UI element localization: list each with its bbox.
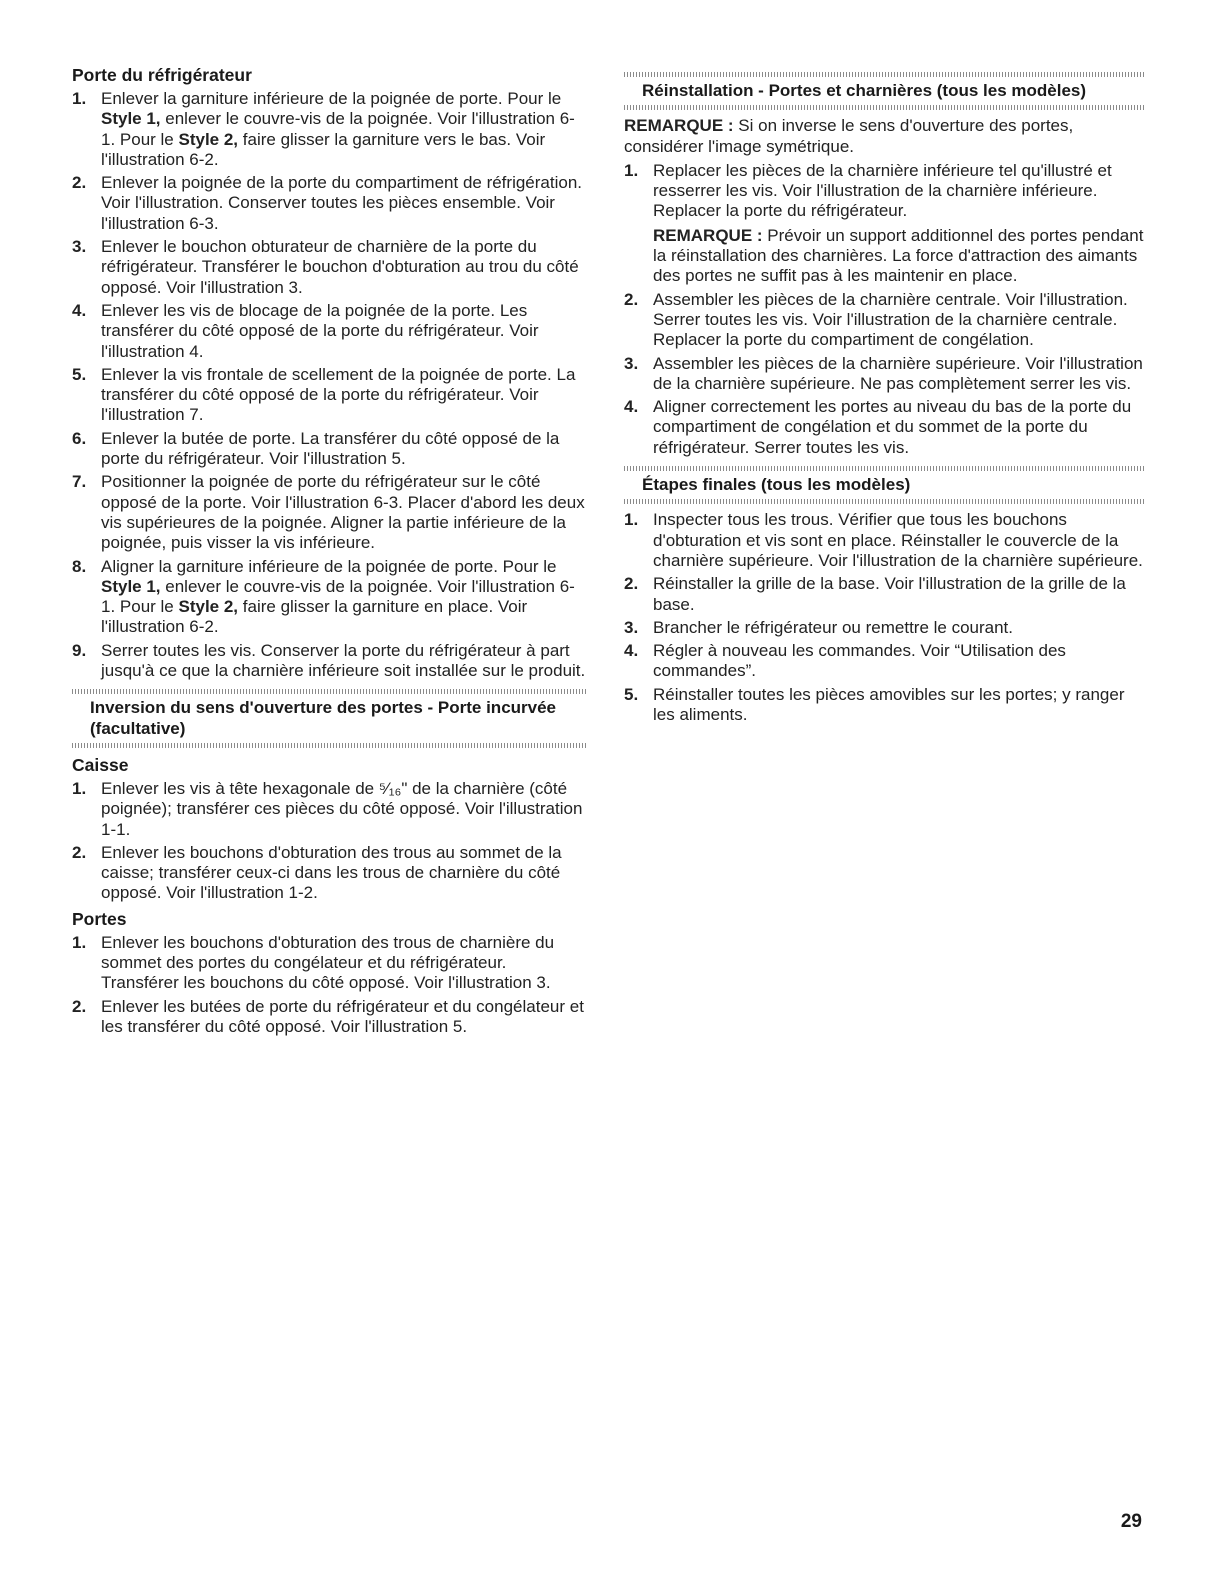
style-label: Style 2, [178,129,239,149]
list-item [72,641,586,682]
step-text: Enlever la garniture inférieure de la poignée de porte. Pour le [101,89,562,108]
list-item [72,843,586,904]
step-text: faire glisser la garniture vers le bas. Voir l'illustration 6-2. [101,129,546,169]
list-item [72,997,586,1038]
step-text: Enlever les vis de blocage de la poignée de la porte. Les transférer du côté opposé de la porte du réfrigérateur. Voir l'illustration 4. [101,300,539,361]
step-number: 1. [72,778,87,798]
step-text: Enlever les vis à tête hexagonale de ⁵⁄₁₆" de la charnière (côté poignée); transférer ces pièces du côté opposé. Voir l'illustration 1-1. [101,778,583,839]
step-text: Positionner la poignée de porte du réfrigérateur sur le côté opposé de la porte. Voir l'illustration 6-3. Placer d'abord les deux vis supérieures de la poignée. Aligner la partie inférieure de la poignée, puis visser la vis inférieure. [101,472,585,553]
step-text: Enlever la vis frontale de scellement de la poignée de porte. La transférer du côté opposé de la porte du réfrigérateur. Voir l'illustration 7. [101,364,576,425]
step-text: Réinstaller toutes les pièces amovibles sur les portes; y ranger les aliments. [653,684,1125,725]
style-label: Style 2, [178,597,239,617]
section-title-porte-refrigerateur: Porte du réfrigérateur [72,65,252,85]
step-text: Enlever les bouchons d'obturation des trous de charnière du sommet des portes du congélateur et du réfrigérateur. Transférer les bouchons du côté opposé. Voir l'illustration 3. [101,932,555,993]
step-text: Brancher le réfrigérateur ou remettre le courant. [653,617,1014,637]
left-column [72,64,586,1040]
list-item [72,933,586,994]
step-number: 5. [72,364,87,384]
step-text: Aligner la garniture inférieure de la poignée de porte. Pour le [101,556,557,576]
step-text: Réinstaller la grille de la base. Voir l'illustration de la grille de la base. [653,574,1126,614]
step-number: 1. [72,932,87,952]
step-text: Enlever la poignée de la porte du compartiment de réfrigération. Voir l'illustration. Conserver toutes les pièces ensemble. Voir l'illustration 6-3. [101,173,583,233]
list-item [624,618,1146,638]
steps-porte-refrigerateur [72,89,586,681]
step-number: 9. [72,640,87,660]
steps-caisse [72,779,586,904]
note-label: REMARQUE : [653,225,763,245]
step-text: Assembler les pièces de la charnière supérieure. Voir l'illustration de la charnière supérieure. Ne pas complètement serrer les vis. [653,353,1143,393]
dotted-divider [72,743,586,748]
step-text: Replacer les pièces de la charnière inférieure tel qu'illustré et resserrer les vis. Voir l'illustration de la charnière inférieure. Replacer la porte du réfrigérateur. [653,160,1112,221]
list-item [72,237,586,298]
section-banner-etapes-finales [624,466,1146,504]
step-text: Aligner correctement les portes au niveau du bas de la porte du compartiment de congélation et du sommet de la porte du réfrigérateur. Serrer toutes les vis. [653,397,1132,457]
step-text: Assembler les pièces de la charnière centrale. Voir l'illustration. Serrer toutes les vis. Voir l'illustration de la charnière centrale. Replacer la porte du compartiment de congélation. [653,289,1128,350]
section-banner-inversion [72,689,586,748]
step-text: enlever le couvre-vis de la poignée. Voir l'illustration 6-1. Pour le [101,109,575,149]
step-text: Régler à nouveau les commandes. Voir “Utilisation des commandes”. [653,641,1066,681]
list-item [624,574,1146,615]
step-text: Enlever les butées de porte du réfrigérateur et du congélateur et les transférer du côté opposé. Voir l'illustration 5. [101,996,584,1036]
step-number: 4. [624,641,639,661]
banner-title: Étapes finales (tous les modèles) [642,475,911,495]
step-text: Enlever les bouchons d'obturation des trous au sommet de la caisse; transférer ceux-ci dans les trous de charnière du côté opposé. Voir l'illustration 1-2. [101,842,562,903]
list-item [72,173,586,234]
list-item [72,301,586,362]
step-number: 3. [624,617,639,637]
step-text: enlever le couvre-vis de la poignée. Voir l'illustration 6-1. Pour le [101,576,575,617]
list-item [72,557,586,638]
style-label: Style 1, [101,109,161,129]
right-column [624,64,1146,728]
step-text: Enlever la butée de porte. La transférer du côté opposé de la porte du réfrigérateur. Voir l'illustration 5. [101,428,560,469]
remark-paragraph [624,116,1146,157]
step-number: 7. [72,472,87,492]
step-number: 2. [72,173,87,193]
list-item [624,685,1146,726]
note-text: Prévoir un support additionnel des portes pendant la réinstallation des charnières. La force d'attraction des aimants des portes ne suffit pas à les maintenir en place. [653,225,1144,286]
dotted-divider [624,105,1146,110]
list-item [624,510,1146,571]
list-item [624,290,1146,351]
section-title-portes: Portes [72,908,127,929]
step-text: faire glisser la garniture en place. Voir l'illustration 6-2. [101,597,528,637]
list-item [624,354,1146,395]
section-title-caisse: Caisse [72,754,129,775]
step-number: 6. [72,428,87,448]
step-text: Serrer toutes les vis. Conserver la porte du réfrigérateur à part jusqu'à ce que la charnière inférieure soit installée sur le produit. [101,640,586,681]
remark-text: Si on inverse le sens d'ouverture des portes, considérer l'image symétrique. [624,116,1074,156]
steps-etapes-finales [624,510,1146,725]
step-number: 8. [72,556,87,576]
step-text: Enlever le bouchon obturateur de charnière de la porte du réfrigérateur. Transférer le bouchon d'obturation au trou du côté opposé. Voir l'illustration 3. [101,237,579,297]
step-number: 4. [72,300,87,320]
list-item [624,397,1146,458]
banner-title: Réinstallation - Portes et charnières (tous les modèles) [642,81,1087,100]
note-paragraph [653,226,1146,287]
step-number: 1. [624,510,639,530]
section-banner-reinstallation [624,72,1146,110]
step-number: 2. [624,574,639,594]
list-item [72,365,586,426]
step-number: 5. [624,684,639,704]
step-number: 4. [624,397,639,417]
step-number: 3. [72,237,87,257]
list-item [624,161,1146,287]
banner-title: Inversion du sens d'ouverture des portes - Porte incurvée (facultative) [90,698,557,738]
step-number: 3. [624,353,639,373]
step-number: 1. [624,160,639,180]
step-number: 1. [72,89,87,108]
list-item [72,472,586,553]
steps-reinstallation [624,161,1146,458]
list-item [72,779,586,840]
step-number: 2. [72,996,87,1016]
dotted-divider [624,499,1146,504]
list-item [72,89,586,170]
step-number: 2. [72,842,87,862]
style-label: Style 1, [101,576,161,596]
page-number: 29 [1120,1511,1142,1532]
list-item [624,641,1146,682]
list-item [72,429,586,470]
step-number: 2. [624,289,639,309]
step-text: Inspecter tous les trous. Vérifier que tous les bouchons d'obturation et vis sont en place. Réinstaller le couvercle de la charnière supérieure. Voir l'illustration de la charnière supérieure. [653,510,1143,570]
steps-portes [72,933,586,1037]
remark-label: REMARQUE : [624,116,734,136]
